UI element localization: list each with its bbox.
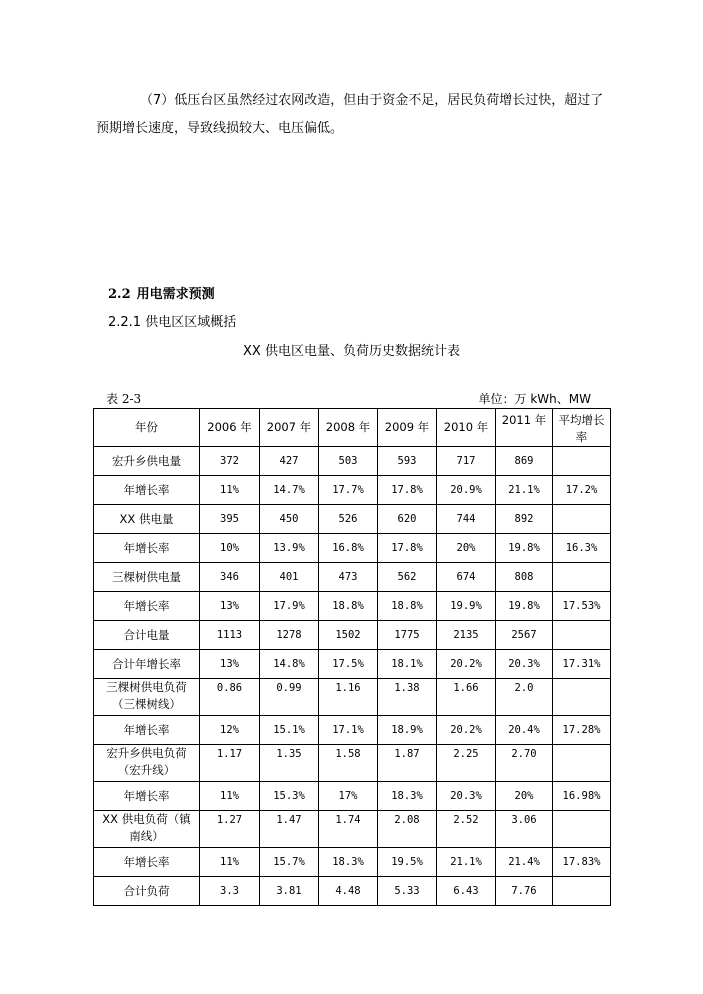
data-cell: 20.4% (496, 716, 553, 745)
data-cell: 4.48 (319, 877, 378, 906)
table-row (94, 811, 611, 848)
table-row (94, 534, 611, 563)
data-cell: 19.9% (437, 592, 496, 621)
data-cell: 3.81 (260, 877, 319, 906)
row-label: 年增长率 (94, 782, 200, 811)
data-cell: 18.9% (378, 716, 437, 745)
data-cell: 20% (437, 534, 496, 563)
data-cell: 503 (319, 447, 378, 476)
header-cell: 年份 (94, 409, 200, 447)
subsection-heading: 2.2.1 供电区区域概括 (108, 315, 237, 330)
paragraph-7: （7）低压台区虽然经过农网改造，但由于资金不足，居民负荷增长过快，超过了预期增长速度，导致线损较大、电压偏低。 (96, 93, 604, 136)
data-cell: 2135 (437, 621, 496, 650)
data-cell: 2.0 (496, 679, 553, 716)
data-cell: 17.7% (319, 476, 378, 505)
data-cell (553, 745, 611, 782)
table-row (94, 877, 611, 906)
data-cell: 13% (200, 592, 260, 621)
data-cell: 21.4% (496, 848, 553, 877)
data-cell: 346 (200, 563, 260, 592)
data-cell: 427 (260, 447, 319, 476)
data-cell: 869 (496, 447, 553, 476)
data-cell: 20.3% (496, 650, 553, 679)
row-label: 合计负荷 (94, 877, 200, 906)
row-label: 年增长率 (94, 592, 200, 621)
data-cell: 17.28% (553, 716, 611, 745)
row-label: 年增长率 (94, 716, 200, 745)
data-cell (553, 447, 611, 476)
data-cell: 2.25 (437, 745, 496, 782)
row-label: 合计电量 (94, 621, 200, 650)
data-cell: 1278 (260, 621, 319, 650)
data-cell: 15.3% (260, 782, 319, 811)
data-cell: 2.08 (378, 811, 437, 848)
row-label: 年增长率 (94, 534, 200, 563)
data-cell: 372 (200, 447, 260, 476)
data-cell: 892 (496, 505, 553, 534)
data-cell: 18.1% (378, 650, 437, 679)
data-cell: 16.8% (319, 534, 378, 563)
data-cell: 11% (200, 782, 260, 811)
row-label: 合计年增长率 (94, 650, 200, 679)
table-row (94, 505, 611, 534)
data-cell: 17.1% (319, 716, 378, 745)
table-row (94, 592, 611, 621)
data-cell: 744 (437, 505, 496, 534)
data-cell (553, 563, 611, 592)
data-cell: 18.3% (319, 848, 378, 877)
data-cell: 15.1% (260, 716, 319, 745)
data-cell: 17.83% (553, 848, 611, 877)
data-cell (553, 679, 611, 716)
table-row (94, 563, 611, 592)
data-cell: 1.66 (437, 679, 496, 716)
table-row (94, 650, 611, 679)
section-heading (108, 283, 215, 302)
data-cell: 1.27 (200, 811, 260, 848)
data-cell: 17% (319, 782, 378, 811)
header-cell: 2011 年 (496, 409, 553, 447)
table-caption: XX 供电区电量、负荷历史数据统计表 (243, 344, 460, 359)
data-cell (553, 811, 611, 848)
data-cell: 17.2% (553, 476, 611, 505)
data-cell: 3.3 (200, 877, 260, 906)
data-cell: 1502 (319, 621, 378, 650)
data-cell: 1.35 (260, 745, 319, 782)
data-cell: 473 (319, 563, 378, 592)
data-cell: 1.17 (200, 745, 260, 782)
data-cell: 1113 (200, 621, 260, 650)
data-cell: 1.58 (319, 745, 378, 782)
data-cell: 16.3% (553, 534, 611, 563)
section-title: 用电需求预测 (136, 287, 215, 302)
table-label: 表 2-3 (106, 392, 142, 406)
data-cell: 1.74 (319, 811, 378, 848)
row-label: 年增长率 (94, 848, 200, 877)
table-row (94, 447, 611, 476)
table-row (94, 621, 611, 650)
data-cell: 14.8% (260, 650, 319, 679)
data-cell: 10% (200, 534, 260, 563)
data-cell: 7.76 (496, 877, 553, 906)
data-cell: 5.33 (378, 877, 437, 906)
data-cell: 20.2% (437, 650, 496, 679)
data-cell: 15.7% (260, 848, 319, 877)
header-cell: 2009 年 (378, 409, 437, 447)
row-label: 宏升乡供电负荷（宏升线） (94, 745, 200, 782)
table-row (94, 716, 611, 745)
data-cell: 620 (378, 505, 437, 534)
data-cell: 16.98% (553, 782, 611, 811)
data-cell: 0.99 (260, 679, 319, 716)
data-cell: 17.9% (260, 592, 319, 621)
data-cell: 395 (200, 505, 260, 534)
data-cell: 19.8% (496, 592, 553, 621)
data-cell: 808 (496, 563, 553, 592)
data-cell: 18.8% (319, 592, 378, 621)
table-header-row (94, 409, 611, 447)
data-cell: 17.5% (319, 650, 378, 679)
data-cell: 20.2% (437, 716, 496, 745)
data-cell: 19.8% (496, 534, 553, 563)
history-data-table (93, 408, 611, 906)
data-cell: 6.43 (437, 877, 496, 906)
data-cell: 717 (437, 447, 496, 476)
data-cell: 18.3% (378, 782, 437, 811)
table-row (94, 848, 611, 877)
data-cell: 14.7% (260, 476, 319, 505)
data-cell: 20% (496, 782, 553, 811)
data-cell: 1775 (378, 621, 437, 650)
data-cell: 21.1% (496, 476, 553, 505)
data-cell (553, 621, 611, 650)
table-row (94, 745, 611, 782)
header-cell: 2008 年 (319, 409, 378, 447)
header-cell: 平均增长率 (553, 409, 611, 447)
data-cell: 1.87 (378, 745, 437, 782)
data-cell: 1.38 (378, 679, 437, 716)
data-cell: 17.31% (553, 650, 611, 679)
header-cell: 2010 年 (437, 409, 496, 447)
data-cell: 450 (260, 505, 319, 534)
data-cell: 674 (437, 563, 496, 592)
header-cell: 2006 年 (200, 409, 260, 447)
data-cell: 13% (200, 650, 260, 679)
data-cell: 562 (378, 563, 437, 592)
data-cell: 17.8% (378, 476, 437, 505)
data-cell: 19.5% (378, 848, 437, 877)
table-row (94, 476, 611, 505)
data-cell: 13.9% (260, 534, 319, 563)
data-cell: 526 (319, 505, 378, 534)
row-label: XX 供电负荷（镇南线） (94, 811, 200, 848)
section-number: 2.2 (108, 287, 131, 302)
data-cell: 401 (260, 563, 319, 592)
data-cell: 3.06 (496, 811, 553, 848)
data-cell: 11% (200, 848, 260, 877)
data-cell: 20.9% (437, 476, 496, 505)
table-row (94, 679, 611, 716)
header-cell: 2007 年 (260, 409, 319, 447)
row-label: 宏升乡供电量 (94, 447, 200, 476)
data-cell: 17.53% (553, 592, 611, 621)
data-cell: 2.52 (437, 811, 496, 848)
row-label: 三棵树供电量 (94, 563, 200, 592)
data-cell: 12% (200, 716, 260, 745)
data-cell (553, 505, 611, 534)
data-cell: 593 (378, 447, 437, 476)
unit-label: 单位：万 kWh、MW (478, 392, 591, 406)
data-cell: 2.70 (496, 745, 553, 782)
table-row (94, 782, 611, 811)
row-label: 三棵树供电负荷（三棵树线） (94, 679, 200, 716)
data-cell: 18.8% (378, 592, 437, 621)
data-cell: 1.47 (260, 811, 319, 848)
data-cell: 17.8% (378, 534, 437, 563)
data-cell: 21.1% (437, 848, 496, 877)
data-cell: 20.3% (437, 782, 496, 811)
data-cell: 0.86 (200, 679, 260, 716)
data-cell: 2567 (496, 621, 553, 650)
row-label: 年增长率 (94, 476, 200, 505)
data-cell: 11% (200, 476, 260, 505)
data-cell (553, 877, 611, 906)
data-cell: 1.16 (319, 679, 378, 716)
row-label: XX 供电量 (94, 505, 200, 534)
